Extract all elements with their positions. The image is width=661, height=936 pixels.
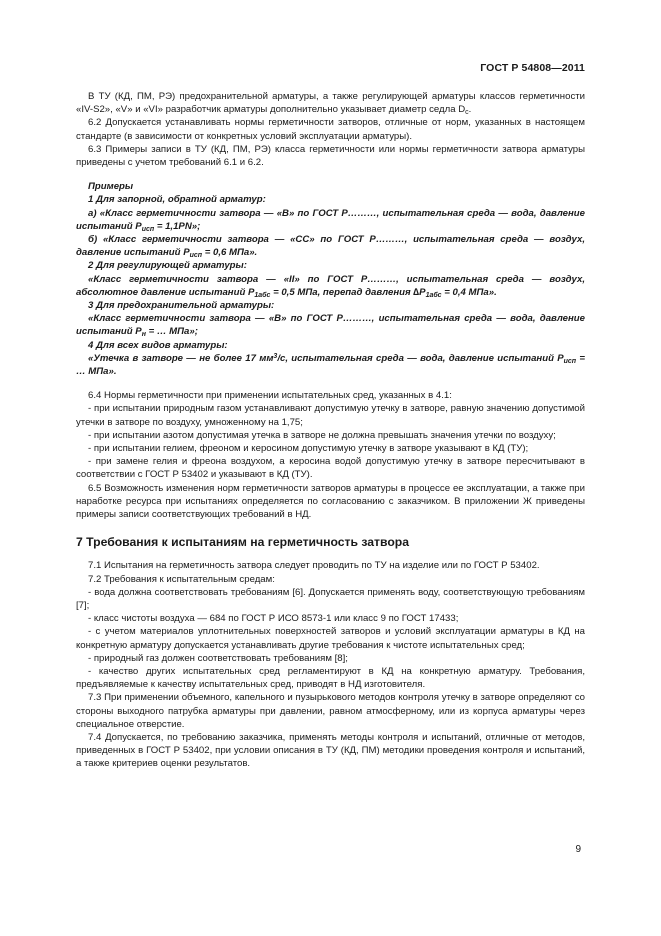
- examples-title: Примеры: [88, 181, 134, 193]
- document-header: ГОСТ Р 54808—2011: [480, 62, 585, 74]
- page-number: 9: [575, 844, 581, 855]
- section-6-4: [76, 389, 585, 521]
- example-1b: б) «Класс герметичности затвора — «СС» по ГОСТ Р………, испытательная среда — воздух, давление испытаний $Р_{исп} = 0,6$ МПа».: [76, 234, 585, 260]
- page-body: [76, 90, 585, 771]
- list-item: - при испытании азотом допустимая утечка в затворе не должна превышать значения утечки по воздуху;: [88, 429, 556, 441]
- example-4-heading: 4 Для всех видов арматуры:: [88, 339, 228, 351]
- list-item: - при испытании гелием, фреоном и керосином допустимую утечку в затворе указывают в КД (ТУ);: [88, 443, 529, 455]
- paragraph-7-1: 7.1 Испытания на герметичность затвора следует проводить по ТУ на изделие или по ГОСТ Р 53402.: [88, 560, 540, 572]
- examples-block: [76, 180, 585, 378]
- example-3-heading: 3 Для предохранительной арматуры:: [88, 300, 275, 312]
- paragraph-7-3: 7.3 При применении объемного, капельного и пузырькового методов контроля утечку в затворе определяют со стороны выходного патрубка арматуры при давлении, равном атмосферному, или из корпуса арматуры через специальное отверстие.: [76, 692, 585, 730]
- paragraph-6-3: 6.3 Примеры записи в ТУ (КД, ПМ, РЭ) класса герметичности или нормы герметичности затвора арматуры приведены с учетом требований 6.1 и 6.2.: [76, 143, 585, 169]
- example-1a: а) «Класс герметичности затвора — «В» по ГОСТ Р………, испытательная среда — вода, давление испытаний $Р_{исп} = 1,1PN$»;: [76, 207, 585, 233]
- paragraph-7-2: 7.2 Требования к испытательным средам:: [88, 573, 275, 585]
- list-item: - вода должна соответствовать требованиям [6]. Допускается применять воду, соответствующую требованиям [7];: [76, 586, 585, 611]
- example-4: «Утечка в затворе — не более 17 $мм^3/с$, испытательная среда — вода, давление испытаний $Р_{исп}$ = … МПа».: [76, 352, 585, 378]
- paragraph-6-4: 6.4 Нормы герметичности при применении испытательных сред, указанных в 4.1:: [88, 390, 452, 402]
- example-2: «Класс герметичности затвора — «II» по ГОСТ Р………, испытательная среда — воздух, абсолютное давление испытаний $Р_{1абс} = 0,5$ МПа, перепад давления $\Delta Р_{1абс} = 0,4$ МПа».: [76, 273, 585, 299]
- list-item: - класс чистоты воздуха — 684 по ГОСТ Р ИСО 8573-1 или класс 9 по ГОСТ 17433;: [88, 613, 459, 625]
- section-7: [76, 559, 585, 770]
- paragraph-6-1-cont: В ТУ (КД, ПМ, РЭ) предохранительной арматуры, а также регулирующей арматуры классов герметичности «IV-S2», «V» и «VI» разработчик арматуры дополнительно указывает диаметр седла $D_с$.: [76, 91, 585, 117]
- list-item: - природный газ должен соответствовать требованиям [8];: [88, 652, 348, 664]
- paragraph-6-2: 6.2 Допускается устанавливать нормы герметичности затворов, отличные от норм, указанных в настоящем стандарте (в зависимости от конкретных условий эксплуатации арматуры).: [76, 117, 585, 142]
- section-7-title: 7 Требования к испытаниям на герметичность затвора: [76, 535, 410, 550]
- example-2-heading: 2 Для регулирующей арматуры:: [88, 260, 247, 272]
- example-1-heading: 1 Для запорной, обратной арматур:: [88, 194, 266, 206]
- list-item: - при замене гелия и фреона воздухом, а керосина водой допустимую утечку в затворе пересчитывают в соответствии с ГОСТ Р 53402 и указывают в КД (ТУ).: [76, 456, 585, 481]
- list-item: - при испытании природным газом устанавливают допустимую утечку в затворе, равную значению допустимой утечки в затворе по воздуху, умноженному на 1,75;: [76, 403, 585, 428]
- list-item: - качество других испытательных сред регламентируют в КД на конкретную арматуру. Требования, предъявляемые к качеству испытательных сред, приводят в НД изготовителя.: [76, 665, 585, 691]
- list-item: - с учетом материалов уплотнительных поверхностей затворов и условий эксплуатации арматуры в КД на конкретную арматуру допускается устанавливать другие требования к чистоте испытательных сред;: [76, 626, 585, 651]
- paragraph-6-5: 6.5 Возможность изменения норм герметичности затворов арматуры в процессе ее эксплуатации, а также при наработке ресурса при испытаниях определяется по согласованию с заказчиком. В приложении Ж приведены примеры записи соответствующих требований в НД.: [76, 482, 585, 521]
- example-3: «Класс герметичности затвора — «В» по ГОСТ Р………, испытательная среда — вода, давление испытаний $Р_н$ = … МПа»;: [76, 313, 585, 339]
- paragraph-7-4: 7.4 Допускается, по требованию заказчика, применять методы контроля и испытаний, отличные от методов, приведенных в ГОСТ Р 53402, при условии описания в ТУ (КД, ПМ) методики проведения контроля и испытаний, а также критериев оценки результатов.: [76, 731, 585, 770]
